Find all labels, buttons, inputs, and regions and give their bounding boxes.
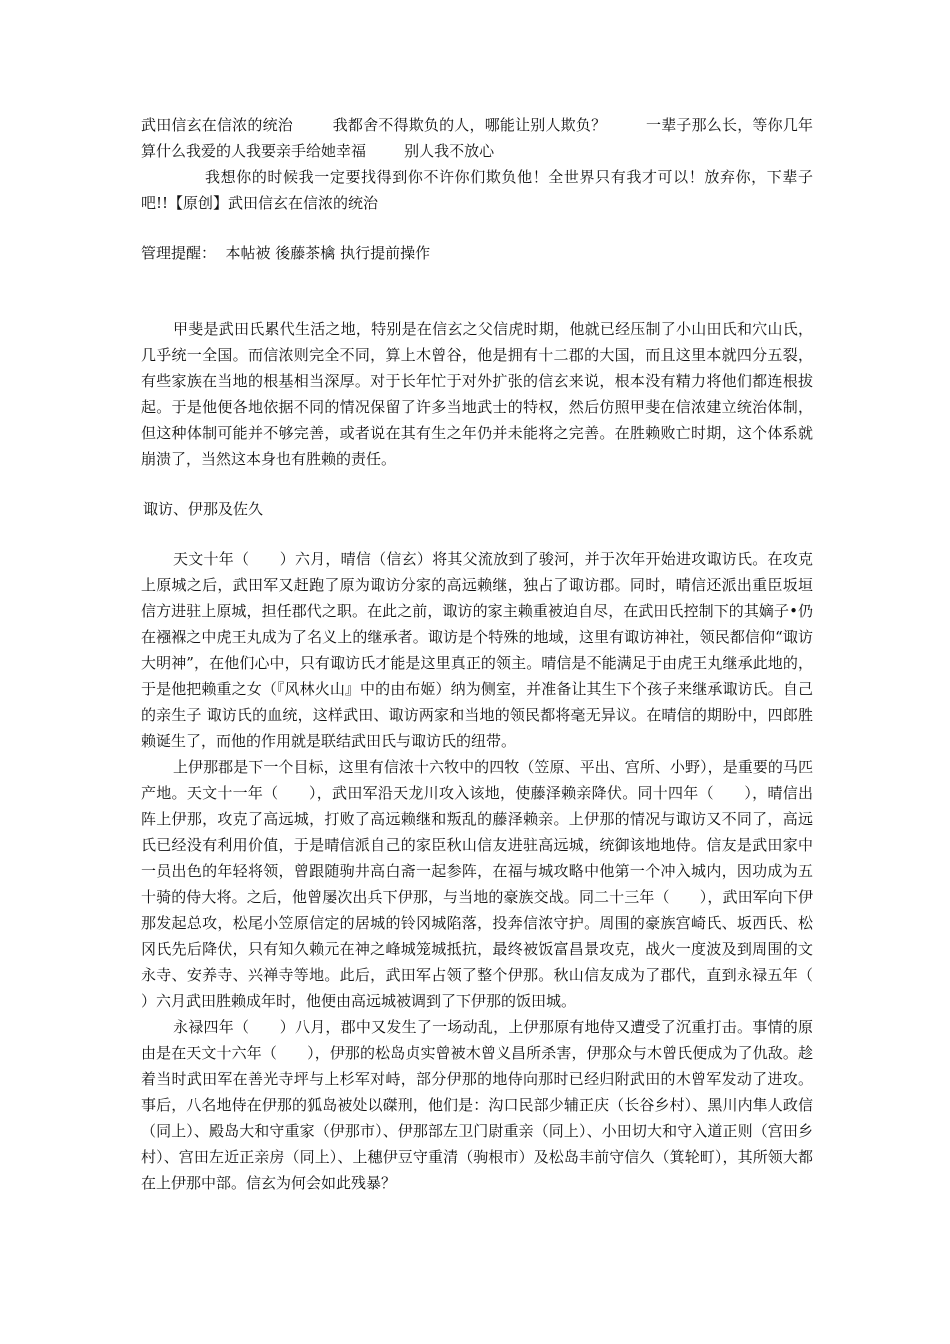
body-paragraph-3: 永禄四年（ ）八月，郡中又发生了一场动乱，上伊那原有地侍又遭受了沉重打击。事情的原由是在天文十六年（ ），伊那的松岛贞实曾被木曾义昌所杀害，伊那众与木曾氏便成为了仇敌。趁着当时武田军在善光寺坪与上杉军对峙，部分伊那的地侍向那时已经归附武田的木曾军发动了进攻。事后，八名地侍在伊那的狐岛被处以磔刑，他们是：沟口民部少辅正庆（长谷乡村）、黑川内隼人政信（同上）、殿岛大和守重家（伊那市）、伊那部左卫门尉重亲（同上）、小田切大和守入道正则（宫田乡村）、宫田左近正亲房（同上）、上穗伊豆守重清（驹根市）及松岛丰前守信久（箕轮町），其所领大都在上伊那中部。信玄为何会如此残暴？ bbox=[141, 1018, 813, 1192]
document-page bbox=[141, 112, 844, 1196]
intro-paragraph: 甲斐是武田氏累代生活之地，特别是在信玄之父信虎时期，他就已经压制了小山田氏和穴山氏，几乎统一全国。而信浓则完全不同，算上木曾谷，他是拥有十二郡的大国，而且这里本就四分五裂，有些家族在当地的根基相当深厚。对于长年忙于对外扩张的信玄来说，根本没有精力将他们都连根拔起。于是他便各地依据不同的情况保留了许多当地武士的特权，然后仿照甲斐在信浓建立统治体制，但这种体制可能并不够完善，或者说在其有生之年仍并未能将之完善。在胜赖败亡时期，这个体系就崩溃了，当然这本身也有胜赖的责任。 bbox=[141, 320, 813, 468]
header-quote-2: 一辈子那么长，等你几年算什么我爱的人我要亲手给她幸福 bbox=[141, 116, 813, 160]
section-heading: 诹访、伊那及佐久 bbox=[143, 500, 264, 518]
body-paragraph-1: 天文十年（ ）六月，晴信（信玄）将其父流放到了骏河，并于次年开始进攻诹访氏。在攻克上原城之后，武田军又赶跑了原为诹访分家的高远赖继，独占了诹访郡。同时，晴信还派出重臣坂垣信方进驻上原城，担任郡代之职。在此之前，诹访的家主赖重被迫自尽，在武田氏控制下的其嫡子•仍在襁褓之中虎王丸成为了名义上的继承者。诹访是个特殊的地域，这里有诹访神社，领民都信仰“诹访大明神”，在他们心中，只有诹访氏才能是这里真正的领主。晴信是不能满足于由虎王丸继承此地的，于是他把赖重之女（『风林火山』中的由布姬）纳为侧室，并准备让其生下个孩子来继承诹访氏。自己的亲生子 诹访氏的血统，这样武田、诹访两家和当地的领民都将毫无异议。在晴信的期盼中，四郎胜赖诞生了，而他的作用就是联结武田氏与诹访氏的纽带。 bbox=[141, 550, 813, 750]
header-line-2: 我想你的时候我一定要找得到你不许你们欺负他！全世界只有我才可以！放弃你，下辈子吧!!【原创】武田信玄在信浓的统治 bbox=[141, 168, 813, 212]
header-line-1 bbox=[141, 112, 813, 164]
body-paragraph-2: 上伊那郡是下一个目标，这里有信浓十六牧中的四牧（笠原、平出、宫所、小野），是重要的马匹产地。天文十一年（ ），武田军沿天龙川攻入该地，使藤泽赖亲降伏。同十四年（ ），晴信出阵上伊那，攻克了高远城，打败了高远赖继和叛乱的藤泽赖亲。上伊那的情况与诹访又不同了，高远氏已经没有利用价值，于是晴信派自己的家臣秋山信友进驻高远城，统御该地地侍。信友是武田家中一员出色的年轻将领，曾跟随驹井高白斋一起参阵，在福与城攻略中他第一个冲入城内，因功成为五十骑的侍大将。之后，他曾屡次出兵下伊那，与当地的豪族交战。同二十三年（ ），武田军向下伊那发起总攻，松尾小笠原信定的居城的铃冈城陷落，投奔信浓守护。周围的豪族宫崎氏、坂西氏、松冈氏先后降伏，只有知久赖元在神之峰城笼城抵抗，最终被饭富昌景攻克，战火一度波及到周围的文永寺、安养寺、兴禅寺等地。此后，武田军占领了整个伊那。秋山信友成为了郡代，直到永禄五年（ ）六月武田胜赖成年时，他便由高远城被调到了下伊那的饭田城。 bbox=[141, 758, 844, 1010]
admin-note: 管理提醒： 本帖被 後藤茶檎 执行提前操作 bbox=[141, 244, 431, 262]
header-title: 武田信玄在信浓的统治 bbox=[141, 116, 293, 134]
header-quote-1: 我都舍不得欺负的人，哪能让别人欺负？ bbox=[332, 116, 607, 134]
header-quote-3: 别人我不放心 bbox=[404, 142, 495, 160]
